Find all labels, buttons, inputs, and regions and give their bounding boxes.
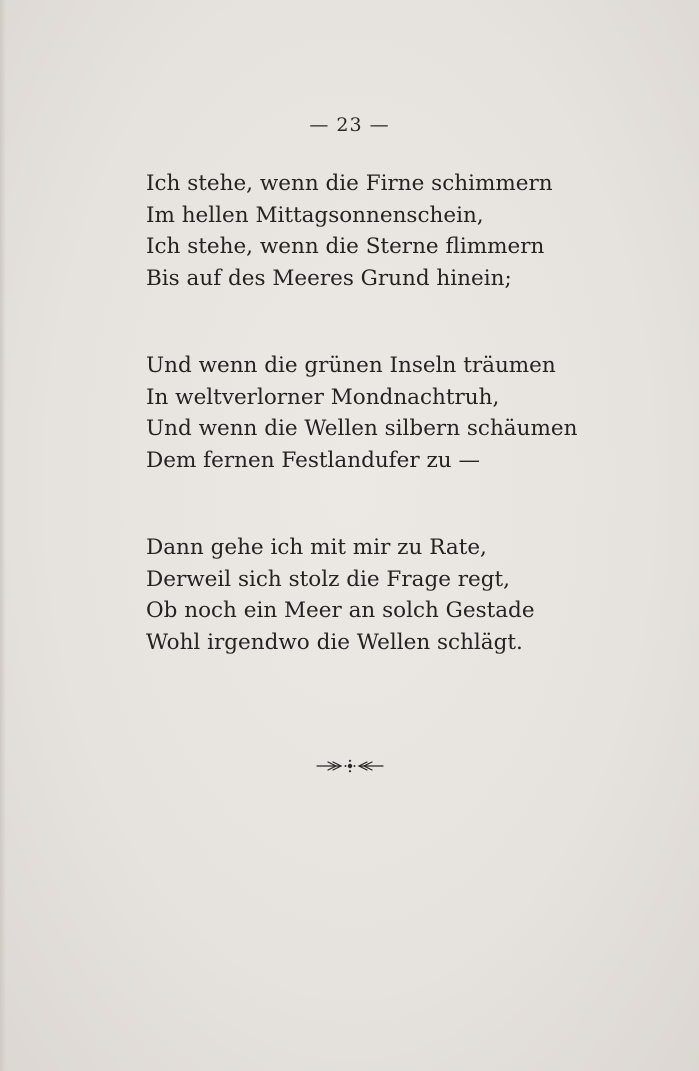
poem-line: Und wenn die grünen Inseln träumen (146, 353, 556, 378)
poem-line: Ich stehe, wenn die Firne schimmern (146, 171, 553, 196)
page-number: — 23 — (309, 114, 390, 136)
poem-line: Bis auf des Meeres Grund hinein; (146, 265, 512, 291)
vignette-ornament-icon (0, 758, 699, 774)
poem-line: Derweil sich stolz die Frage regt, (146, 566, 511, 592)
poem (146, 168, 578, 714)
vignette-ornament-icon (315, 758, 385, 774)
stanza-1 (146, 168, 566, 294)
poem-line: Im hellen Mittagsonnenschein, (146, 202, 484, 228)
poem-line: Und wenn die Wellen silbern schäumen (146, 416, 578, 441)
poem-line: Wohl irgendwo die Wellen schlägt. (146, 629, 523, 655)
poem-line: In weltverlorner Mondnachtruh, (146, 384, 500, 410)
stanza-3 (146, 532, 566, 658)
poem-line: Dem fernen Festlandufer zu — (146, 447, 480, 473)
poem-line: Ich stehe, wenn die Sterne flimmern (146, 234, 545, 259)
poem-line: Ob noch ein Meer an solch Gestade (146, 598, 535, 623)
stanza-2 (146, 350, 578, 476)
poem-line: Dann gehe ich mit mir zu Rate, (146, 535, 487, 560)
